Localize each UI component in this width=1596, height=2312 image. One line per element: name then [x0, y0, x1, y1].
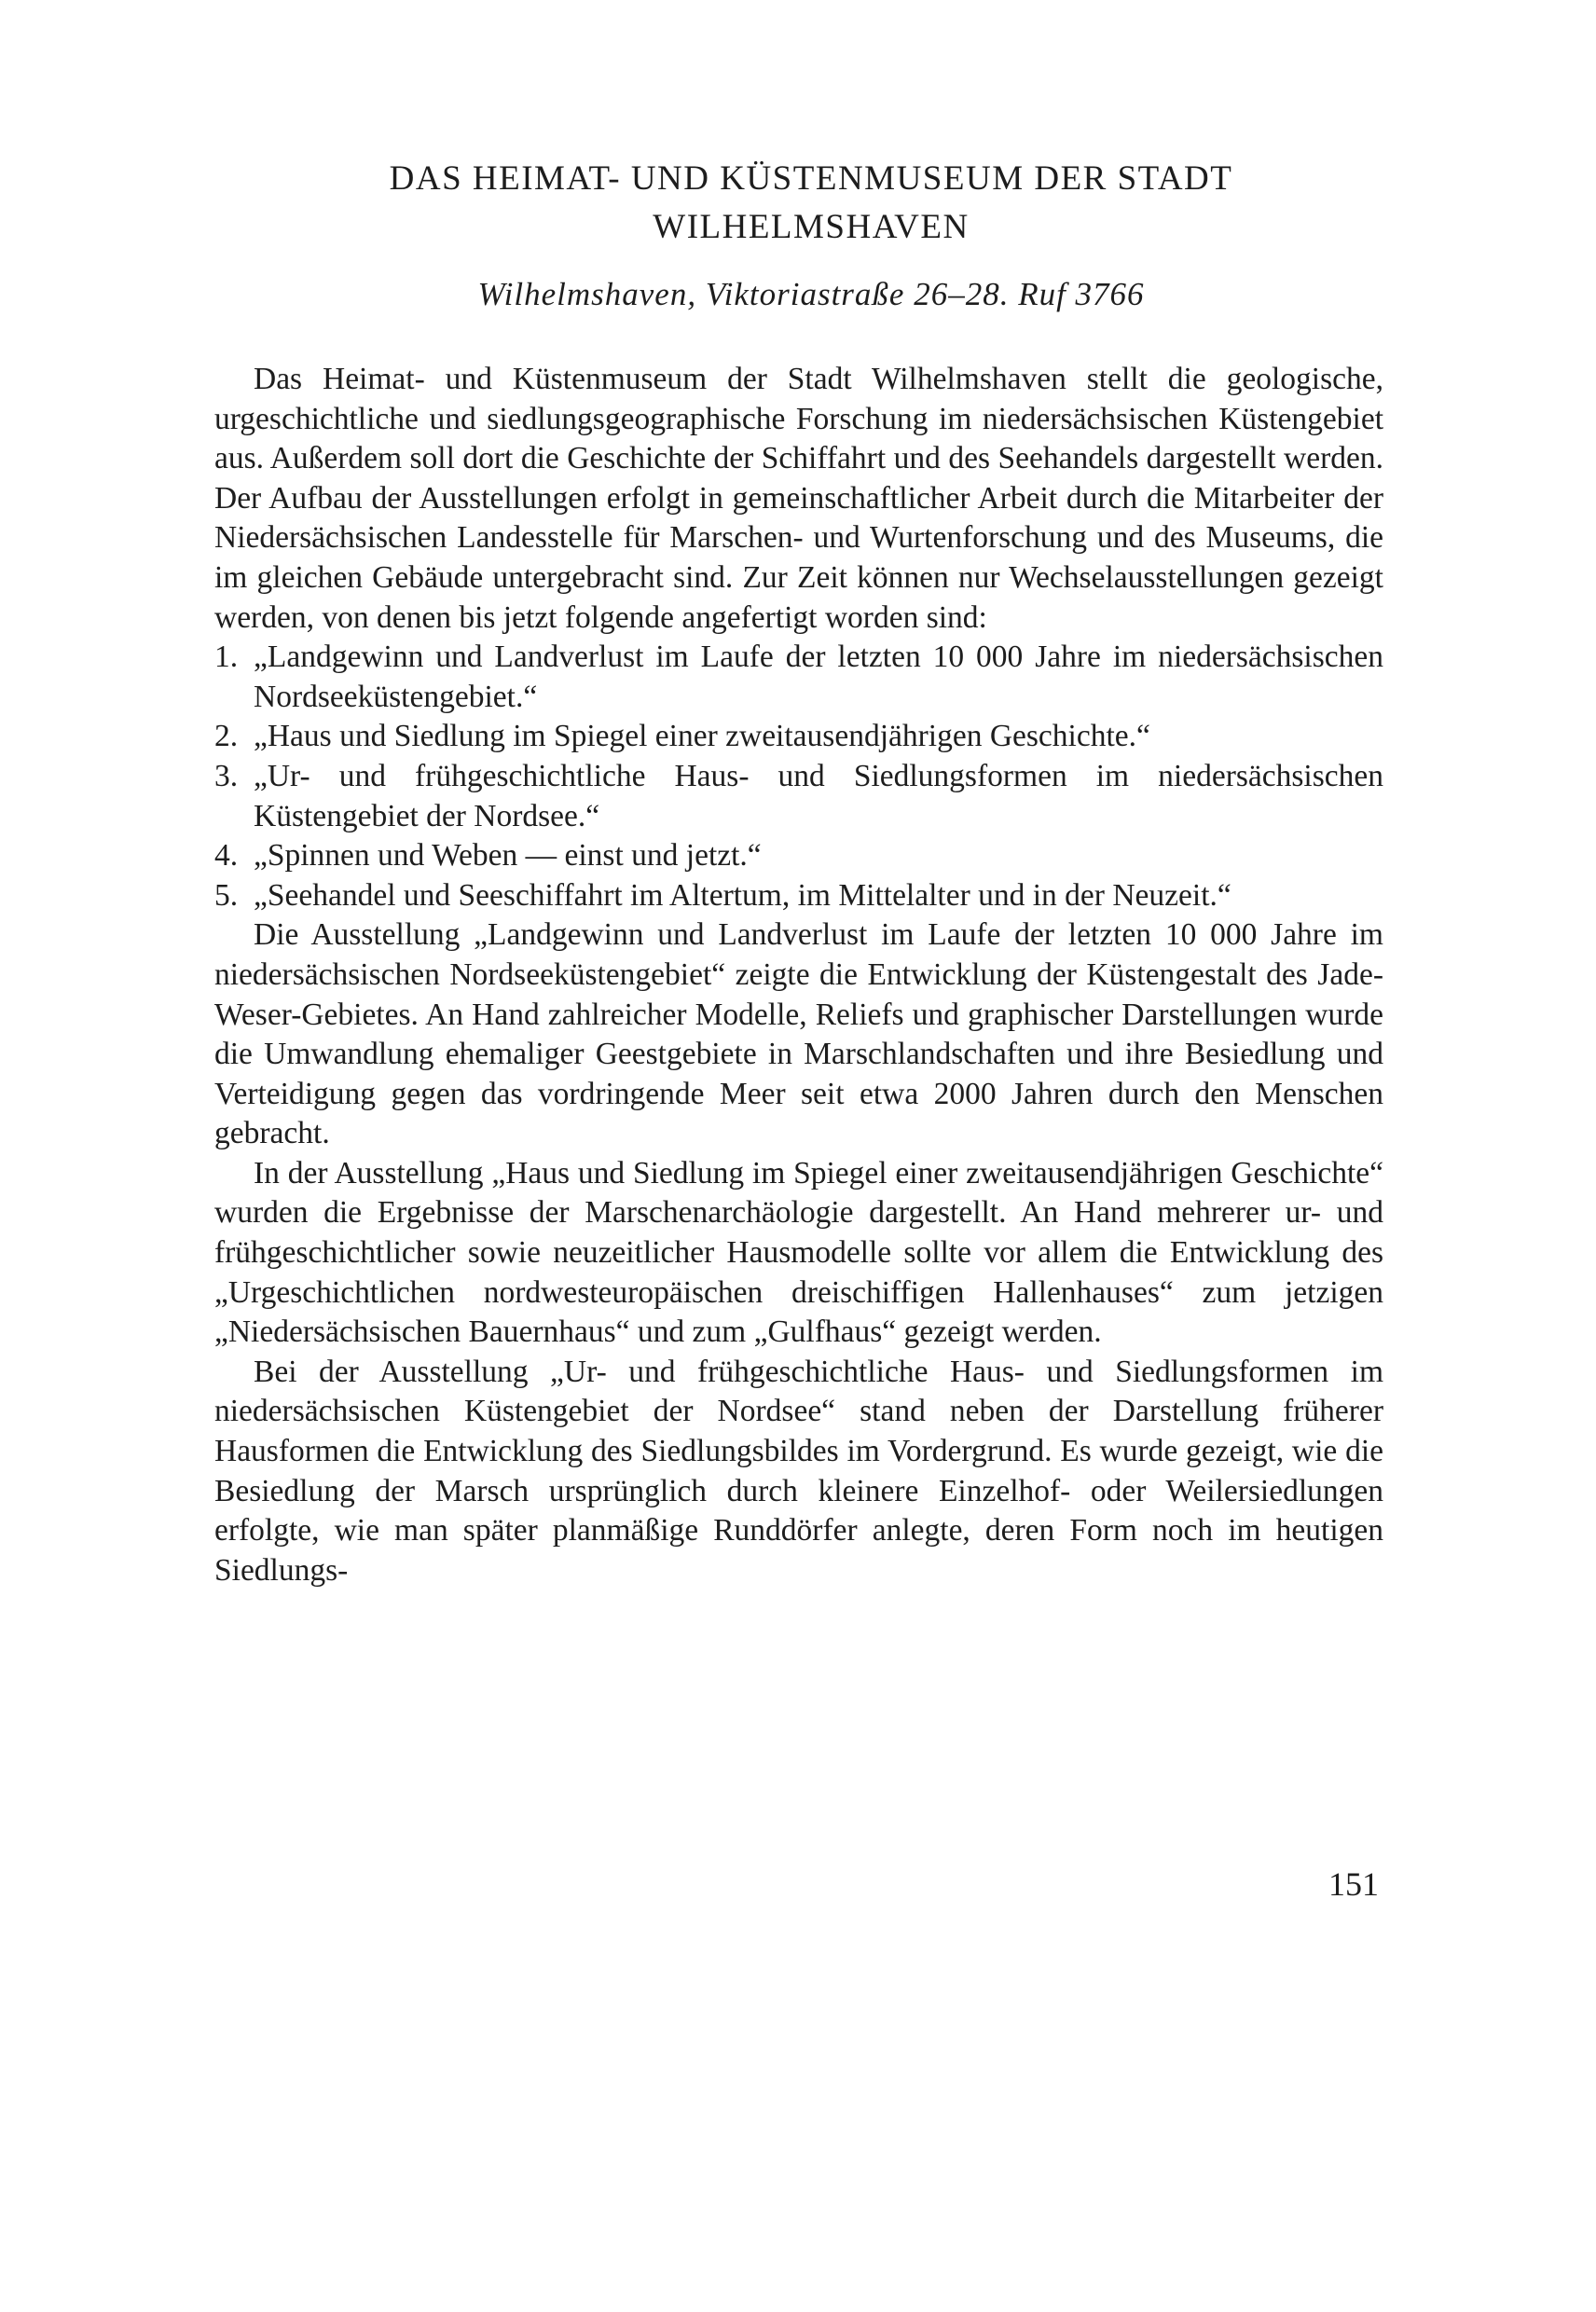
list-item-text: „Spinnen und Weben — einst und jetzt.“: [254, 838, 762, 874]
list-item: [214, 638, 1383, 717]
list-item-number: 2.: [214, 719, 239, 754]
list-item-number: 3.: [214, 758, 239, 793]
exhibition-list: [214, 638, 1383, 915]
list-item-text: „Seehandel und Seeschiffahrt im Altertum, im Mittelalter und in der Neuzeit.“: [254, 877, 1231, 913]
list-item-number: 4.: [214, 838, 239, 874]
title-line-1: DAS HEIMAT- UND KÜSTENMUSEUM DER STADT: [389, 159, 1233, 198]
page-number: 151: [1328, 1865, 1379, 1903]
list-item: [214, 757, 1383, 836]
list-item-text: „Landgewinn und Landverlust im Laufe der letzten 10 000 Jahre im niedersächsischen Nordseeküstengebiet.“: [254, 640, 1383, 714]
list-item: [214, 876, 1383, 916]
paragraph-siedlungsformen: Bei der Ausstellung „Ur- und frühgeschichtliche Haus- und Siedlungsformen im niedersächsischen Küstengebiet der Nordsee“ stand neben der Darstellung früherer Hausformen die Entwicklung des Siedlungsbildes im Vordergrund. Es wurde gezeigt, wie die Besiedlung der Marsch ursprünglich durch kleinere Einzelhof- oder Weilersiedlungen erfolgte, wie man später planmäßige Runddörfer anlegte, deren Form noch im heutigen Siedlungs-: [214, 1354, 1383, 1588]
list-item-text: „Haus und Siedlung im Spiegel einer zweitausendjährigen Geschichte.“: [254, 719, 1150, 754]
paragraph-landgewinn: Die Ausstellung „Landgewinn und Landverlust im Laufe der letzten 10 000 Jahre im niedersächsischen Nordseeküstengebiet“ zeigte die Entwicklung der Küstengestalt des Jade-Weser-Gebietes. An Hand zahlreicher Modelle, Reliefs und graphischer Darstellungen wurde die Umwandlung ehemaliger Geestgebiete in Marschlandschaften und ihre Besiedlung und Verteidigung gegen das vordringende Meer seit etwa 2000 Jahren durch den Menschen gebracht.: [214, 917, 1383, 1151]
paragraph-haus-und-siedlung: In der Ausstellung „Haus und Siedlung im Spiegel einer zweitausendjährigen Geschichte“ wurden die Ergebnisse der Marschenarchäologie dargestellt. An Hand mehrerer ur- und frühgeschichtlicher sowie neuzeitlicher Hausmodelle sollte vor allem die Entwicklung des „Urgeschichtlichen nordwesteuropäischen dreischiffigen Hallenhauses“ zum jetzigen „Niedersächsischen Bauernhaus“ und zum „Gulfhaus“ gezeigt werden.: [214, 1155, 1383, 1350]
page-title: [224, 155, 1398, 252]
list-item-number: 5.: [214, 877, 239, 913]
list-item-text: „Ur- und frühgeschichtliche Haus- und Siedlungsformen im niedersächsischen Küstengebiet der Nordsee.“: [254, 758, 1383, 833]
body-text: [214, 360, 1383, 1590]
list-item: [214, 717, 1383, 757]
list-item: [214, 836, 1383, 876]
list-item-number: 1.: [214, 640, 239, 675]
address-subtitle: Wilhelmshaven, Viktoriastraße 26–28. Ruf 3766: [477, 276, 1145, 312]
intro-paragraph: Das Heimat- und Küstenmuseum der Stadt Wilhelmshaven stellt die geologische, urgeschichtliche und siedlungsgeographische Forschung im niedersächsischen Küstengebiet aus. Außerdem soll dort die Geschichte der Schiffahrt und des Seehandels dargestellt werden. Der Aufbau der Ausstellungen erfolgt in gemeinschaftlicher Arbeit durch die Mitarbeiter der Niedersächsischen Landesstelle für Marschen- und Wurtenforschung und des Museums, die im gleichen Gebäude untergebracht sind. Zur Zeit können nur Wechselausstellungen gezeigt werden, von denen bis jetzt folgende angefertigt worden sind:: [214, 362, 1383, 635]
title-line-2: WILHELMSHAVEN: [653, 208, 970, 246]
